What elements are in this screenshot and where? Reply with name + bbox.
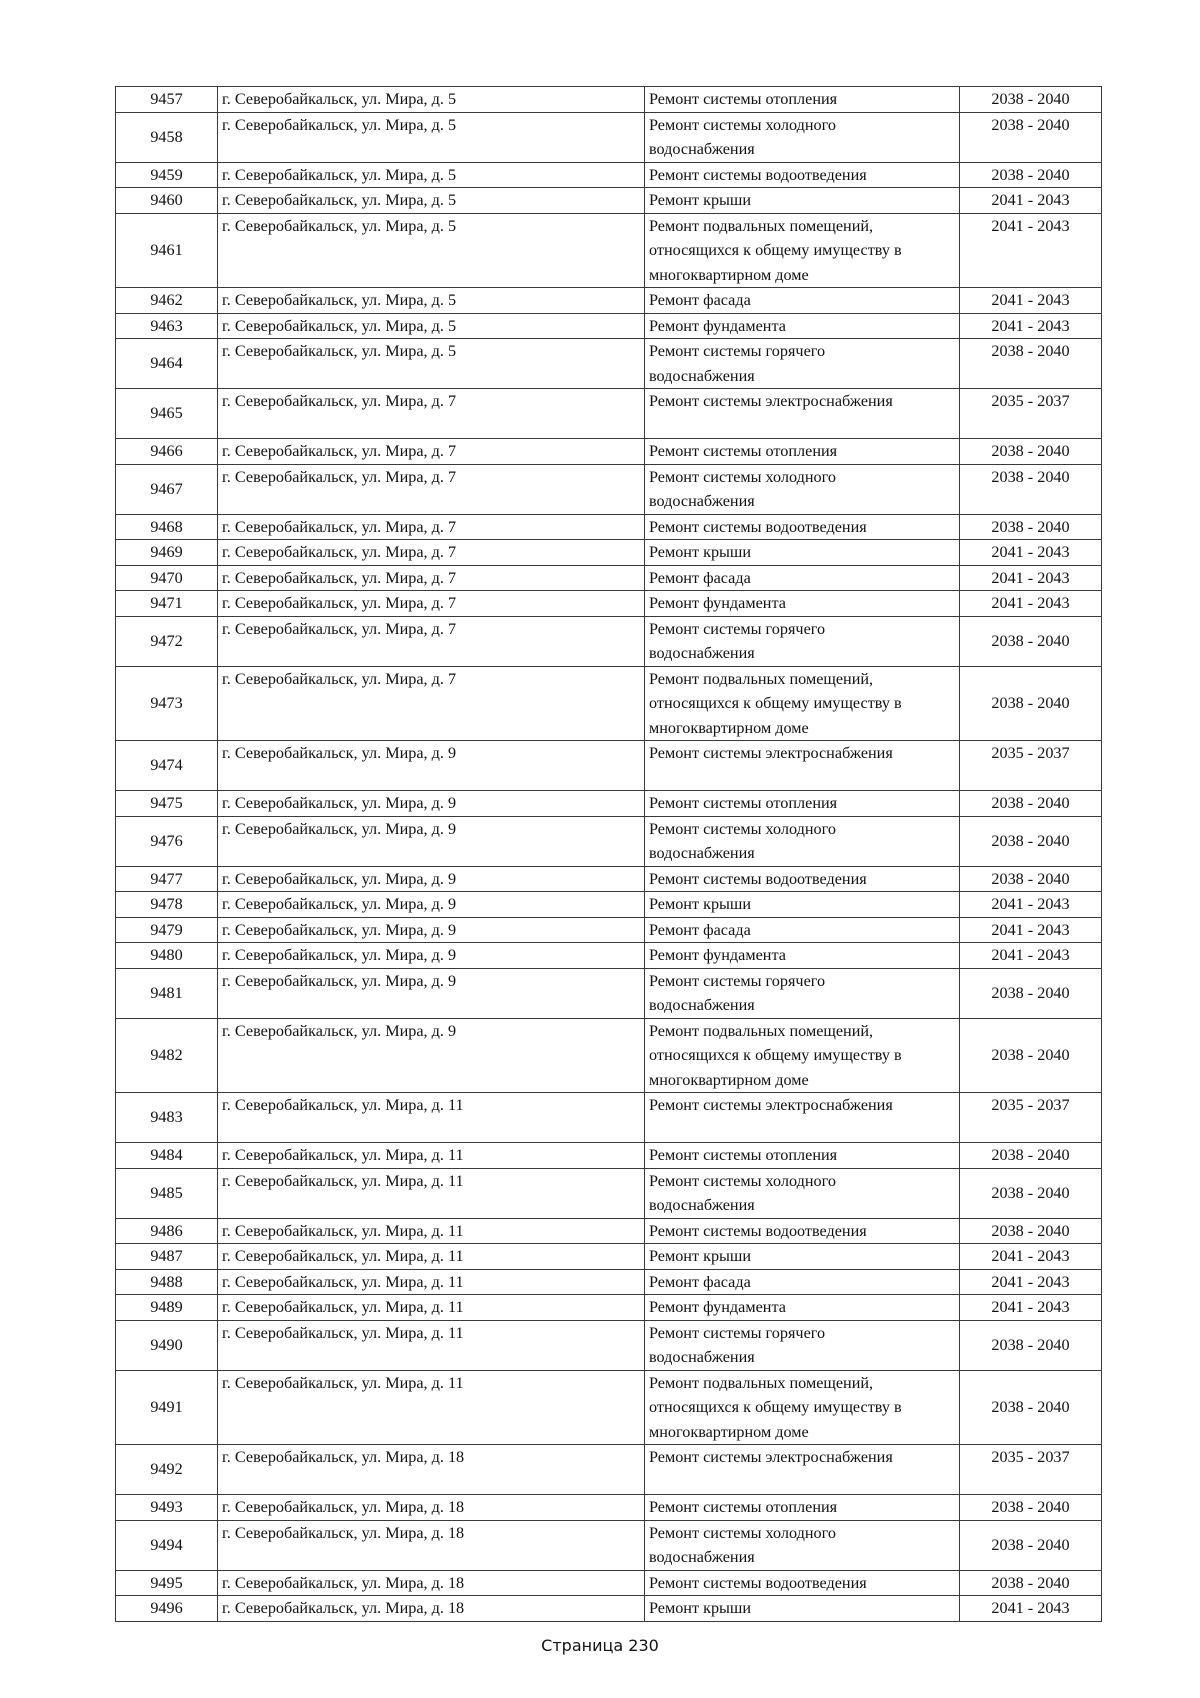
work-type-cell: Ремонт системы горячего водоснабжения [645, 1320, 960, 1370]
period-cell: 2038 - 2040 [960, 968, 1102, 1018]
row-number-cell: 9495 [116, 1570, 218, 1596]
table-row [116, 866, 1102, 892]
row-number-cell: 9463 [116, 313, 218, 339]
table-row [116, 112, 1102, 162]
table-row [116, 943, 1102, 969]
period-cell: 2038 - 2040 [960, 1018, 1102, 1093]
address-cell: г. Северобайкальск, ул. Мира, д. 9 [218, 943, 645, 969]
table-row [116, 591, 1102, 617]
address-cell: г. Северобайкальск, ул. Мира, д. 9 [218, 1018, 645, 1093]
work-type-cell: Ремонт фундамента [645, 591, 960, 617]
address-cell: г. Северобайкальск, ул. Мира, д. 11 [218, 1269, 645, 1295]
work-type-cell: Ремонт системы горячего водоснабжения [645, 968, 960, 1018]
row-number-cell: 9478 [116, 892, 218, 918]
table-row [116, 1320, 1102, 1370]
table-row [116, 1495, 1102, 1521]
address-cell: г. Северобайкальск, ул. Мира, д. 5 [218, 87, 645, 113]
row-number-cell: 9486 [116, 1218, 218, 1244]
period-cell: 2038 - 2040 [960, 1570, 1102, 1596]
table-row [116, 389, 1102, 439]
row-number-cell: 9479 [116, 917, 218, 943]
work-type-cell: Ремонт крыши [645, 1596, 960, 1622]
period-cell: 2035 - 2037 [960, 1093, 1102, 1143]
table-row [116, 666, 1102, 741]
row-number-cell: 9473 [116, 666, 218, 741]
period-cell: 2038 - 2040 [960, 1143, 1102, 1169]
period-cell: 2038 - 2040 [960, 1520, 1102, 1570]
table-row [116, 917, 1102, 943]
table-row [116, 1143, 1102, 1169]
table-row [116, 816, 1102, 866]
address-cell: г. Северобайкальск, ул. Мира, д. 11 [218, 1295, 645, 1321]
address-cell: г. Северобайкальск, ул. Мира, д. 7 [218, 514, 645, 540]
period-cell: 2038 - 2040 [960, 162, 1102, 188]
row-number-cell: 9468 [116, 514, 218, 540]
work-type-cell: Ремонт системы отопления [645, 1143, 960, 1169]
row-number-cell: 9487 [116, 1244, 218, 1270]
table-row [116, 288, 1102, 314]
period-cell: 2038 - 2040 [960, 616, 1102, 666]
period-cell: 2038 - 2040 [960, 666, 1102, 741]
address-cell: г. Северобайкальск, ул. Мира, д. 11 [218, 1143, 645, 1169]
work-type-cell: Ремонт подвальных помещений, относящихся к общему имуществу в многоквартирном доме [645, 666, 960, 741]
period-cell: 2038 - 2040 [960, 816, 1102, 866]
table-row [116, 741, 1102, 791]
table-row [116, 439, 1102, 465]
period-cell: 2038 - 2040 [960, 1370, 1102, 1445]
address-cell: г. Северобайкальск, ул. Мира, д. 5 [218, 162, 645, 188]
period-cell: 2038 - 2040 [960, 464, 1102, 514]
repair-schedule-table [115, 86, 1102, 1622]
address-cell: г. Северобайкальск, ул. Мира, д. 9 [218, 741, 645, 791]
address-cell: г. Северобайкальск, ул. Мира, д. 5 [218, 213, 645, 288]
table-row [116, 464, 1102, 514]
address-cell: г. Северобайкальск, ул. Мира, д. 5 [218, 188, 645, 214]
work-type-cell: Ремонт крыши [645, 892, 960, 918]
work-type-cell: Ремонт системы водоотведения [645, 1570, 960, 1596]
address-cell: г. Северобайкальск, ул. Мира, д. 9 [218, 816, 645, 866]
row-number-cell: 9459 [116, 162, 218, 188]
work-type-cell: Ремонт системы водоотведения [645, 514, 960, 540]
row-number-cell: 9464 [116, 339, 218, 389]
period-cell: 2041 - 2043 [960, 1244, 1102, 1270]
row-number-cell: 9480 [116, 943, 218, 969]
table-row [116, 87, 1102, 113]
work-type-cell: Ремонт системы водоотведения [645, 162, 960, 188]
address-cell: г. Северобайкальск, ул. Мира, д. 18 [218, 1570, 645, 1596]
work-type-cell: Ремонт крыши [645, 540, 960, 566]
row-number-cell: 9491 [116, 1370, 218, 1445]
period-cell: 2038 - 2040 [960, 1168, 1102, 1218]
address-cell: г. Северобайкальск, ул. Мира, д. 5 [218, 112, 645, 162]
period-cell: 2041 - 2043 [960, 565, 1102, 591]
address-cell: г. Северобайкальск, ул. Мира, д. 7 [218, 389, 645, 439]
row-number-cell: 9475 [116, 791, 218, 817]
work-type-cell: Ремонт системы горячего водоснабжения [645, 616, 960, 666]
table-row [116, 540, 1102, 566]
period-cell: 2041 - 2043 [960, 313, 1102, 339]
period-cell: 2041 - 2043 [960, 591, 1102, 617]
address-cell: г. Северобайкальск, ул. Мира, д. 18 [218, 1596, 645, 1622]
period-cell: 2035 - 2037 [960, 1445, 1102, 1495]
row-number-cell: 9474 [116, 741, 218, 791]
row-number-cell: 9484 [116, 1143, 218, 1169]
row-number-cell: 9489 [116, 1295, 218, 1321]
work-type-cell: Ремонт системы водоотведения [645, 1218, 960, 1244]
period-cell: 2038 - 2040 [960, 339, 1102, 389]
address-cell: г. Северобайкальск, ул. Мира, д. 5 [218, 313, 645, 339]
period-cell: 2041 - 2043 [960, 892, 1102, 918]
work-type-cell: Ремонт системы отопления [645, 791, 960, 817]
page-number: Страница 230 [541, 1636, 659, 1655]
work-type-cell: Ремонт фундамента [645, 1295, 960, 1321]
work-type-cell: Ремонт системы холодного водоснабжения [645, 112, 960, 162]
address-cell: г. Северобайкальск, ул. Мира, д. 11 [218, 1218, 645, 1244]
work-type-cell: Ремонт системы холодного водоснабжения [645, 1168, 960, 1218]
period-cell: 2038 - 2040 [960, 112, 1102, 162]
table-row [116, 1295, 1102, 1321]
table-row [116, 616, 1102, 666]
row-number-cell: 9467 [116, 464, 218, 514]
table-row [116, 162, 1102, 188]
table-row [116, 313, 1102, 339]
address-cell: г. Северобайкальск, ул. Мира, д. 11 [218, 1320, 645, 1370]
work-type-cell: Ремонт системы холодного водоснабжения [645, 1520, 960, 1570]
address-cell: г. Северобайкальск, ул. Мира, д. 9 [218, 968, 645, 1018]
period-cell: 2038 - 2040 [960, 439, 1102, 465]
address-cell: г. Северобайкальск, ул. Мира, д. 9 [218, 892, 645, 918]
address-cell: г. Северобайкальск, ул. Мира, д. 7 [218, 565, 645, 591]
address-cell: г. Северобайкальск, ул. Мира, д. 7 [218, 591, 645, 617]
period-cell: 2038 - 2040 [960, 87, 1102, 113]
work-type-cell: Ремонт системы холодного водоснабжения [645, 464, 960, 514]
work-type-cell: Ремонт фасада [645, 917, 960, 943]
period-cell: 2035 - 2037 [960, 389, 1102, 439]
table-row [116, 514, 1102, 540]
period-cell: 2041 - 2043 [960, 943, 1102, 969]
table-row [116, 1570, 1102, 1596]
address-cell: г. Северобайкальск, ул. Мира, д. 9 [218, 791, 645, 817]
address-cell: г. Северобайкальск, ул. Мира, д. 11 [218, 1093, 645, 1143]
table-row [116, 968, 1102, 1018]
work-type-cell: Ремонт подвальных помещений, относящихся к общему имуществу в многоквартирном доме [645, 1370, 960, 1445]
row-number-cell: 9483 [116, 1093, 218, 1143]
address-cell: г. Северобайкальск, ул. Мира, д. 18 [218, 1445, 645, 1495]
work-type-cell: Ремонт системы электроснабжения [645, 389, 960, 439]
row-number-cell: 9493 [116, 1495, 218, 1521]
row-number-cell: 9460 [116, 188, 218, 214]
work-type-cell: Ремонт системы отопления [645, 87, 960, 113]
table-row [116, 791, 1102, 817]
work-type-cell: Ремонт системы горячего водоснабжения [645, 339, 960, 389]
work-type-cell: Ремонт фасада [645, 288, 960, 314]
address-cell: г. Северобайкальск, ул. Мира, д. 7 [218, 439, 645, 465]
row-number-cell: 9461 [116, 213, 218, 288]
work-type-cell: Ремонт системы электроснабжения [645, 1445, 960, 1495]
row-number-cell: 9465 [116, 389, 218, 439]
period-cell: 2041 - 2043 [960, 540, 1102, 566]
row-number-cell: 9494 [116, 1520, 218, 1570]
table-row [116, 1244, 1102, 1270]
row-number-cell: 9490 [116, 1320, 218, 1370]
row-number-cell: 9477 [116, 866, 218, 892]
table-body [116, 87, 1102, 1622]
row-number-cell: 9471 [116, 591, 218, 617]
period-cell: 2038 - 2040 [960, 1320, 1102, 1370]
period-cell: 2041 - 2043 [960, 1596, 1102, 1622]
work-type-cell: Ремонт системы холодного водоснабжения [645, 816, 960, 866]
row-number-cell: 9496 [116, 1596, 218, 1622]
row-number-cell: 9488 [116, 1269, 218, 1295]
work-type-cell: Ремонт крыши [645, 188, 960, 214]
period-cell: 2038 - 2040 [960, 791, 1102, 817]
row-number-cell: 9492 [116, 1445, 218, 1495]
work-type-cell: Ремонт крыши [645, 1244, 960, 1270]
row-number-cell: 9462 [116, 288, 218, 314]
row-number-cell: 9482 [116, 1018, 218, 1093]
work-type-cell: Ремонт подвальных помещений, относящихся к общему имуществу в многоквартирном доме [645, 1018, 960, 1093]
table-row [116, 213, 1102, 288]
row-number-cell: 9470 [116, 565, 218, 591]
address-cell: г. Северобайкальск, ул. Мира, д. 7 [218, 540, 645, 566]
address-cell: г. Северобайкальск, ул. Мира, д. 5 [218, 288, 645, 314]
table-row [116, 339, 1102, 389]
period-cell: 2038 - 2040 [960, 1218, 1102, 1244]
period-cell: 2041 - 2043 [960, 188, 1102, 214]
work-type-cell: Ремонт системы отопления [645, 1495, 960, 1521]
table-row [116, 1370, 1102, 1445]
table-row [116, 1018, 1102, 1093]
address-cell: г. Северобайкальск, ул. Мира, д. 9 [218, 866, 645, 892]
table-row [116, 1445, 1102, 1495]
work-type-cell: Ремонт системы отопления [645, 439, 960, 465]
row-number-cell: 9458 [116, 112, 218, 162]
address-cell: г. Северобайкальск, ул. Мира, д. 11 [218, 1244, 645, 1270]
work-type-cell: Ремонт системы электроснабжения [645, 741, 960, 791]
address-cell: г. Северобайкальск, ул. Мира, д. 5 [218, 339, 645, 389]
address-cell: г. Северобайкальск, ул. Мира, д. 9 [218, 917, 645, 943]
address-cell: г. Северобайкальск, ул. Мира, д. 18 [218, 1495, 645, 1521]
work-type-cell: Ремонт системы электроснабжения [645, 1093, 960, 1143]
table-row [116, 1269, 1102, 1295]
address-cell: г. Северобайкальск, ул. Мира, д. 7 [218, 616, 645, 666]
table-row [116, 1168, 1102, 1218]
period-cell: 2041 - 2043 [960, 213, 1102, 288]
work-type-cell: Ремонт фундамента [645, 313, 960, 339]
work-type-cell: Ремонт фасада [645, 1269, 960, 1295]
row-number-cell: 9457 [116, 87, 218, 113]
work-type-cell: Ремонт фундамента [645, 943, 960, 969]
table-row [116, 892, 1102, 918]
work-type-cell: Ремонт системы водоотведения [645, 866, 960, 892]
period-cell: 2041 - 2043 [960, 1269, 1102, 1295]
period-cell: 2041 - 2043 [960, 917, 1102, 943]
row-number-cell: 9472 [116, 616, 218, 666]
address-cell: г. Северобайкальск, ул. Мира, д. 11 [218, 1370, 645, 1445]
period-cell: 2035 - 2037 [960, 741, 1102, 791]
address-cell: г. Северобайкальск, ул. Мира, д. 7 [218, 464, 645, 514]
address-cell: г. Северобайкальск, ул. Мира, д. 11 [218, 1168, 645, 1218]
address-cell: г. Северобайкальск, ул. Мира, д. 7 [218, 666, 645, 741]
work-type-cell: Ремонт фасада [645, 565, 960, 591]
period-cell: 2041 - 2043 [960, 288, 1102, 314]
period-cell: 2038 - 2040 [960, 1495, 1102, 1521]
work-type-cell: Ремонт подвальных помещений, относящихся к общему имуществу в многоквартирном доме [645, 213, 960, 288]
table-row [116, 1520, 1102, 1570]
period-cell: 2038 - 2040 [960, 866, 1102, 892]
row-number-cell: 9466 [116, 439, 218, 465]
table-row [116, 1218, 1102, 1244]
row-number-cell: 9469 [116, 540, 218, 566]
period-cell: 2041 - 2043 [960, 1295, 1102, 1321]
row-number-cell: 9485 [116, 1168, 218, 1218]
period-cell: 2038 - 2040 [960, 514, 1102, 540]
row-number-cell: 9476 [116, 816, 218, 866]
table-row [116, 565, 1102, 591]
row-number-cell: 9481 [116, 968, 218, 1018]
address-cell: г. Северобайкальск, ул. Мира, д. 18 [218, 1520, 645, 1570]
table-row [116, 1596, 1102, 1622]
table-row [116, 1093, 1102, 1143]
table-row [116, 188, 1102, 214]
